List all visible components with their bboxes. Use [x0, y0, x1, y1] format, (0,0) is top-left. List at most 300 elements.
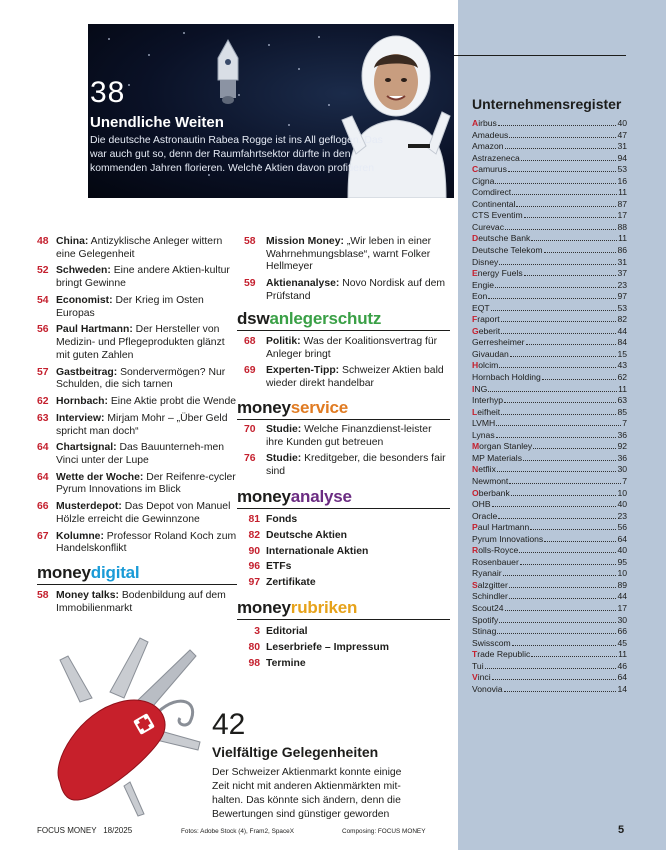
toc-entry-text: Welche Finanzdienst-leister ihre Kunden gut betreuen	[266, 424, 432, 448]
register-initial: O	[472, 487, 479, 498]
register-entry[interactable]	[472, 245, 627, 257]
toc-entry-title: Kolumne:	[56, 530, 104, 542]
toc-entry-title: Interview:	[56, 412, 105, 424]
toc-entry-text: Bodenbildung auf dem Immobilienmarkt	[56, 590, 226, 614]
register-entry[interactable]	[472, 337, 627, 349]
register-entry[interactable]	[472, 407, 627, 419]
register-company: Vinci	[472, 672, 491, 683]
register-page-number: 84	[617, 337, 627, 348]
toc-page-number: 97	[248, 577, 260, 589]
register-company: Deutsche Telekom	[472, 245, 543, 256]
register-entry[interactable]	[472, 210, 627, 222]
toc-entry-title: Aktienanalyse:	[266, 278, 340, 290]
toc-money-service	[244, 424, 450, 483]
toc-page-number: 58	[37, 590, 49, 601]
toc-entry[interactable]	[37, 367, 237, 392]
register-company: Salzgitter	[472, 579, 508, 590]
leader-dots	[544, 541, 616, 542]
leader-dots	[509, 483, 621, 484]
register-entry[interactable]	[472, 615, 627, 627]
leader-dots	[501, 321, 617, 322]
toc-entry-title: Economist:	[56, 294, 113, 306]
toc-entry[interactable]	[37, 442, 237, 467]
hero-page-number: 38	[90, 76, 126, 109]
leader-dots	[498, 125, 617, 126]
register-company: Swisscom	[472, 637, 511, 648]
register-company: Engie	[472, 279, 494, 290]
toc-page-number: 70	[244, 424, 256, 435]
toc-entry-text: Novo Nordisk auf dem Prüfstand	[266, 278, 446, 302]
section-rule	[237, 330, 450, 331]
register-entry[interactable]	[472, 268, 627, 280]
toc-entry-text: Professor Roland Koch zum Handelskonflikt	[56, 530, 237, 555]
leader-dots	[499, 367, 616, 368]
register-entry[interactable]	[472, 303, 627, 315]
toc-entry-text: Das Depot von Manuel Hölzle erreicht die Gewinnzone	[56, 501, 231, 525]
register-company: Givaudan	[472, 348, 509, 359]
register-company: Interhyp	[472, 395, 504, 406]
toc-entry[interactable]	[37, 590, 237, 615]
register-page-number: 7	[622, 475, 627, 486]
toc-entry-text: „Wir leben in einer Wahrnehmungsblase“, warnt Folker Hellmeyer	[266, 236, 432, 273]
toc-page-number: 56	[37, 324, 49, 336]
register-page-number: 43	[617, 360, 627, 371]
toc-page-number: 57	[37, 366, 49, 378]
toc-entry-title: Money talks:	[56, 590, 119, 601]
toc-entry-title: Chartsignal:	[56, 442, 117, 454]
register-initial: N	[472, 464, 479, 475]
leader-dots	[496, 437, 617, 438]
top-rule	[454, 55, 626, 56]
toc-page-number: 80	[248, 641, 260, 653]
hero-text	[88, 76, 383, 176]
register-page-number: 40	[617, 499, 627, 510]
register-company: Hornbach Holding	[472, 372, 541, 383]
toc-entry-title: Experten-Tipp:	[266, 365, 340, 377]
register-entry[interactable]	[472, 603, 627, 615]
register-entry[interactable]	[472, 638, 627, 650]
toc-entry-title: Politik:	[266, 336, 301, 347]
register-page-number: 56	[617, 522, 627, 533]
register-entry[interactable]	[472, 164, 627, 176]
register-page-number: 40	[617, 118, 627, 128]
register-entry[interactable]	[472, 130, 627, 142]
feature-page-number: 42	[212, 708, 246, 741]
register-entry[interactable]	[472, 557, 627, 569]
register-initial: L	[472, 406, 478, 417]
section-rule	[237, 619, 450, 620]
register-title: Unternehmensregister	[472, 96, 622, 112]
toc-entry-text: Mirjam Mohr – „Über Geld spricht man doch“	[56, 412, 228, 437]
register-company: Camurus	[472, 164, 507, 175]
toc-entry[interactable]	[37, 472, 237, 497]
leader-dots	[509, 587, 617, 588]
register-company: Spotify	[472, 614, 499, 625]
star	[328, 104, 330, 106]
leader-dots	[496, 425, 621, 426]
leader-dots	[501, 333, 616, 334]
feature-teaser[interactable]	[212, 708, 412, 822]
register-company: Netflix	[472, 464, 496, 475]
toc-entry[interactable]	[244, 546, 450, 559]
register-initial: D	[472, 233, 479, 244]
register-page-number: 89	[617, 579, 627, 590]
register-entry[interactable]	[472, 349, 627, 361]
register-page-number: 47	[617, 129, 627, 140]
register-company: Rolls-Royce	[472, 545, 519, 556]
toc-entry-title: Deutsche Aktien	[266, 529, 348, 541]
toc-money-digital	[37, 590, 237, 619]
section-rule	[37, 584, 237, 585]
toc-page-number: 48	[37, 236, 49, 247]
register-initial: T	[472, 649, 478, 660]
register-entry[interactable]	[472, 395, 627, 407]
register-entry[interactable]	[472, 545, 627, 557]
leader-dots	[492, 679, 617, 680]
register-initial: A	[472, 118, 479, 128]
register-page-number: 23	[617, 510, 627, 521]
toc-page-number: 96	[248, 561, 260, 573]
swiss-army-knife-icon	[40, 632, 210, 822]
register-page-number: 31	[617, 256, 627, 267]
register-page-number: 23	[617, 279, 627, 290]
toc-entry-title: Musterdepot:	[56, 501, 122, 513]
register-entry[interactable]	[472, 418, 627, 430]
toc-money-rubriken	[244, 626, 450, 673]
toc-entry[interactable]	[244, 424, 450, 449]
register-company: Energy Fuels	[472, 268, 523, 279]
section-head-dsw: dswanlegerschutz	[237, 309, 382, 328]
register-entry[interactable]	[472, 153, 627, 165]
register-entry[interactable]	[472, 291, 627, 303]
toc-entry-title: Hornbach:	[56, 396, 108, 408]
toc-entry-text: Antizyklische Anleger wittern eine Gelegenheit	[56, 236, 223, 260]
section-rule	[237, 419, 450, 420]
register-company: ING	[472, 383, 488, 394]
register-page-number: 45	[617, 637, 627, 648]
toc-entry-text: Kreditgeber, die besonders fair sind	[266, 453, 446, 478]
toc-page-number: 81	[248, 514, 260, 525]
toc-entry-text: Sondervermögen? Nur Schulden, die sich tarnen	[56, 366, 226, 391]
register-company: Scout24	[472, 602, 504, 613]
star	[298, 68, 300, 70]
register-company: Fraport	[472, 314, 500, 325]
register-company: Trade Republic	[472, 649, 531, 660]
toc-entry[interactable]	[37, 236, 237, 261]
register-company: Ryanair	[472, 568, 502, 579]
register-initial: M	[472, 441, 480, 452]
register-page-number: 11	[618, 187, 627, 198]
toc-entry[interactable]	[244, 658, 450, 671]
leader-dots	[531, 240, 617, 241]
star	[268, 44, 270, 46]
register-entry[interactable]	[472, 233, 627, 245]
register-page-number: 36	[617, 452, 627, 463]
toc-entry[interactable]	[244, 561, 450, 574]
register-entry[interactable]	[472, 141, 627, 153]
register-entry[interactable]	[472, 649, 627, 661]
section-rule	[237, 508, 450, 509]
register-page-number: 85	[617, 406, 627, 417]
toc-entry[interactable]	[244, 577, 450, 590]
toc-entry-title: Gastbeitrag:	[56, 366, 118, 378]
register-entry[interactable]	[472, 522, 627, 534]
register-company: Pyrum Innovations	[472, 533, 544, 544]
leader-dots	[524, 275, 617, 276]
register-company: Amazon	[472, 141, 504, 152]
register-entry[interactable]	[472, 488, 627, 500]
register-entry[interactable]	[472, 626, 627, 638]
register-company: Paul Hartmann	[472, 522, 530, 533]
toc-page-number: 90	[248, 545, 260, 557]
leader-dots	[510, 356, 617, 357]
register-company: Curevac	[472, 221, 504, 232]
toc-entry[interactable]	[244, 626, 450, 639]
toc-entry-text: Der Krieg im Osten Europas	[56, 294, 204, 319]
register-entry[interactable]	[472, 187, 627, 199]
register-initial: C	[472, 164, 479, 175]
register-entry[interactable]	[472, 534, 627, 546]
page-number: 5	[618, 824, 625, 836]
toc-entry[interactable]	[37, 531, 237, 556]
leader-dots	[508, 171, 617, 172]
register-company: Lynas	[472, 429, 495, 440]
register-company: LVMH	[472, 418, 496, 429]
register-entry[interactable]	[472, 257, 627, 269]
toc-entry-title: Zertifikate	[266, 577, 316, 589]
register-page-number: 30	[617, 464, 627, 475]
register-entry[interactable]	[472, 684, 627, 696]
register-company: Disney	[472, 256, 499, 267]
toc-page-number: 82	[248, 529, 260, 541]
register-company: Cigna	[472, 175, 495, 186]
toc-entry[interactable]	[37, 265, 237, 290]
toc-main-list	[37, 236, 237, 560]
register-entry[interactable]	[472, 384, 627, 396]
register-initial: H	[472, 360, 479, 371]
toc-entry[interactable]	[244, 278, 450, 303]
toc-page-number: 76	[244, 453, 256, 465]
toc-entry-title: China:	[56, 236, 89, 247]
register-page-number: 17	[617, 210, 627, 221]
register-page-number: 95	[617, 556, 627, 567]
register-entry[interactable]	[472, 511, 627, 523]
toc-entry[interactable]	[37, 324, 237, 362]
feature-title[interactable]: Vielfältige Gelegenheiten	[212, 744, 379, 760]
register-company: OHB	[472, 499, 491, 510]
toc-entry-title: Leserbriefe – Impressum	[266, 641, 390, 653]
register-entry[interactable]	[472, 476, 627, 488]
leader-dots	[495, 183, 616, 184]
toc-page-number: 66	[37, 501, 49, 513]
register-list	[472, 118, 627, 695]
register-initial: F	[472, 314, 478, 325]
register-initial: V	[472, 672, 478, 683]
leader-dots	[497, 633, 616, 634]
leader-dots	[512, 194, 617, 195]
toc-page-number: 64	[37, 471, 49, 483]
toc-entry-title: Studie:	[266, 424, 302, 435]
register-company: Leifheit	[472, 406, 501, 417]
feature-teaser-text: Der Schweizer Aktienmarkt konnte einige Zeit nicht mit anderen Aktienmärkten mit-halten. Das könnte sich ändern, denn die Bewertungen sind günstiger geworden	[212, 767, 402, 820]
register-page-number: 7	[622, 418, 627, 429]
register-entry[interactable]	[472, 314, 627, 326]
register-page-number: 30	[617, 614, 627, 625]
register-page-number: 62	[617, 372, 627, 383]
hero-title[interactable]: Unendliche Weiten	[90, 114, 224, 131]
toc-entry[interactable]	[37, 396, 237, 409]
register-entry[interactable]	[472, 672, 627, 684]
register-entry[interactable]	[472, 580, 627, 592]
register-entry[interactable]	[472, 441, 627, 453]
register-page-number: 16	[617, 175, 627, 186]
leader-dots	[505, 229, 616, 230]
register-entry[interactable]	[472, 591, 627, 603]
register-entry[interactable]	[472, 430, 627, 442]
register-company: Rosenbauer	[472, 556, 519, 567]
hero-image[interactable]	[88, 24, 454, 198]
toc-page-number: 59	[244, 278, 256, 290]
register-entry[interactable]	[472, 453, 627, 465]
toc-entry[interactable]	[244, 336, 450, 361]
register-page-number: 44	[617, 591, 627, 602]
leader-dots	[520, 564, 617, 565]
leader-dots	[499, 264, 616, 265]
toc-entry[interactable]	[244, 365, 450, 390]
register-page-number: 11	[618, 233, 627, 244]
register-entry[interactable]	[472, 199, 627, 211]
register-entry[interactable]	[472, 176, 627, 188]
toc-entry-title: Termine	[266, 657, 306, 669]
toc-page-number: 67	[37, 530, 49, 542]
register-page-number: 46	[617, 660, 627, 671]
register-entry[interactable]	[472, 222, 627, 234]
register-entry[interactable]	[472, 661, 627, 673]
register-page-number: 97	[617, 291, 627, 302]
leader-dots	[526, 344, 617, 345]
toc-page-number: 3	[254, 626, 260, 637]
toc-entry-title: Editorial	[266, 626, 308, 637]
toc-entry[interactable]	[244, 642, 450, 655]
leader-dots	[542, 379, 617, 380]
register-entry[interactable]	[472, 372, 627, 384]
leader-dots	[488, 298, 616, 299]
register-initial: I	[472, 383, 475, 394]
register-company: EQT	[472, 302, 490, 313]
register-entry[interactable]	[472, 464, 627, 476]
register-entry[interactable]	[472, 326, 627, 338]
leader-dots	[523, 460, 616, 461]
register-company: Amadeus	[472, 129, 509, 140]
leader-dots	[485, 668, 617, 669]
register-page-number: 10	[617, 487, 627, 498]
register-initial: S	[472, 579, 478, 590]
leader-dots	[504, 691, 617, 692]
register-page-number: 11	[618, 649, 627, 660]
toc-page-number: 68	[244, 336, 256, 347]
toc-entry-title: Fonds	[266, 514, 298, 525]
register-entry[interactable]	[472, 499, 627, 511]
leader-dots	[503, 575, 617, 576]
leader-dots	[499, 622, 616, 623]
register-page-number: 64	[617, 672, 627, 683]
toc-entry[interactable]	[244, 530, 450, 543]
register-initial: E	[472, 268, 478, 279]
leader-dots	[544, 252, 617, 253]
toc-page-number: 63	[37, 412, 49, 424]
register-page-number: 92	[617, 441, 627, 452]
leader-dots	[492, 506, 617, 507]
register-company: Continental	[472, 198, 516, 209]
register-company: Astrazeneca	[472, 152, 520, 163]
register-initial: P	[472, 522, 478, 533]
leader-dots	[497, 471, 617, 472]
toc-entry[interactable]	[244, 514, 450, 527]
toc-entry[interactable]	[37, 501, 237, 526]
star	[183, 32, 185, 34]
toc-entry-text: Eine andere Aktien-kultur bringt Gewinne	[56, 265, 230, 290]
toc-entry-title: ETFs	[266, 561, 292, 573]
register-page-number: 40	[617, 545, 627, 556]
register-initial: R	[472, 545, 479, 556]
register-company: Holcim	[472, 360, 499, 371]
toc-page-number: 62	[37, 396, 49, 408]
register-page-number: 37	[617, 268, 627, 279]
register-company: Eon	[472, 291, 488, 302]
toc-entry[interactable]	[37, 295, 237, 320]
toc-entry-title: Schweden:	[56, 265, 111, 277]
toc-page-number: 54	[37, 294, 49, 306]
toc-entry-title: Studie:	[266, 453, 302, 465]
register-company: CTS Eventim	[472, 210, 523, 221]
register-page-number: 11	[618, 383, 627, 394]
toc-page-number: 98	[248, 657, 260, 669]
toc-page-number: 52	[37, 265, 49, 277]
toc-dsw	[244, 336, 450, 395]
toc-entry[interactable]	[37, 413, 237, 438]
leader-dots	[495, 287, 616, 288]
register-company: Oracle	[472, 510, 498, 521]
toc-entry[interactable]	[244, 236, 450, 274]
leader-dots	[519, 552, 616, 553]
star	[148, 54, 150, 56]
leader-dots	[533, 448, 616, 449]
footer-photo-credits: Fotos: Adobe Stock (4), Fram2, SpaceX	[181, 828, 294, 835]
register-company: Comdirect	[472, 187, 512, 198]
leader-dots	[511, 495, 617, 496]
register-entry[interactable]	[472, 280, 627, 292]
register-page-number: 63	[617, 395, 627, 406]
register-page-number: 14	[617, 683, 627, 694]
toc-entry-title: Paul Hartmann:	[56, 324, 133, 336]
hero-teaser: Die deutsche Astronautin Rabea Rogge ist ins All geflogen. Das war auch gut so, denn der Raumfahrtsektor dürfte in den kommenden Jahren florieren. Welche Aktien davon profitieren	[90, 135, 383, 174]
leader-dots	[498, 518, 616, 519]
toc-entry-text: Eine Aktie probt die Wende	[107, 396, 237, 408]
register-entry[interactable]	[472, 360, 627, 372]
register-entry[interactable]	[472, 568, 627, 580]
register-company: Gerresheimer	[472, 337, 525, 348]
toc-entry-text: Der Reifenre-cycler Pyrum Innovations im Blick	[56, 471, 236, 496]
register-company: Newmont	[472, 475, 509, 486]
register-company: Schindler	[472, 591, 508, 602]
register-page-number: 86	[617, 245, 627, 256]
register-company: Stinag	[472, 626, 497, 637]
toc-entry[interactable]	[244, 453, 450, 478]
register-entry[interactable]	[472, 118, 627, 130]
toc-entry-title: Wette der Woche:	[56, 471, 144, 483]
leader-dots	[509, 598, 617, 599]
toc-entry-title: Internationale Aktien	[266, 545, 369, 557]
